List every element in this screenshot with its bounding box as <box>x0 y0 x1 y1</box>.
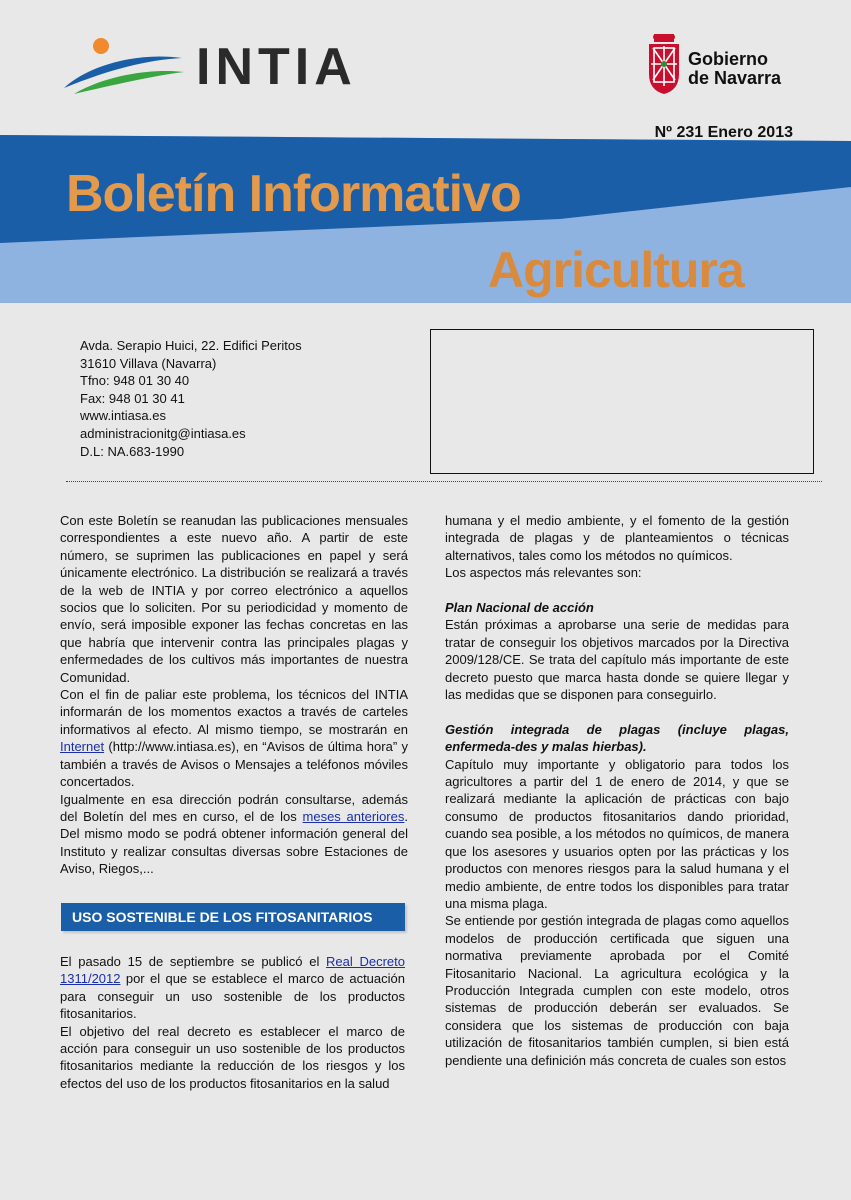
banner-subtitle: Agricultura <box>488 242 744 298</box>
banner-title: Boletín Informativo <box>66 165 521 223</box>
legal-deposit-line: D.L: NA.683-1990 <box>80 443 185 459</box>
paragraph: Están próximas a aprobarse una serie de medidas para tratar de conseguir los objetivos marcados por la Directiva 2009/128/CE. Se trata del capítulo más importante de este decreto puesto que marca hasta donde se quiere llegar y las medidas que se disponen para conseguirlo. <box>445 617 789 703</box>
gobierno-logo <box>646 34 806 96</box>
paragraph-text: por el que se establece el marco de actuación para conseguir un uso sostenible de los productos fitosanitarios. <box>60 971 405 1022</box>
navarra-shield-icon <box>646 34 682 96</box>
address-line: 31610 Villava (Navarra) <box>80 355 217 371</box>
section-title-bar: USO SOSTENIBLE DE LOS FITOSANITARIOS <box>61 903 405 931</box>
fax-line: Fax: 948 01 30 41 <box>80 390 185 406</box>
subheading: Plan Nacional de acción <box>445 600 594 616</box>
paragraph-text: (http://www.intiasa.es), en “Avisos de última hora” y también a través de Avisos o Mensajes a teléfonos móviles concertados. <box>60 739 408 790</box>
right-column <box>445 512 789 1069</box>
paragraph-text: . Del mismo modo se podrá obtener información general del Instituto y realizar consultas diversas sobre Estaciones de Aviso, Riegos,... <box>60 808 408 877</box>
left-column-lower <box>60 953 405 1092</box>
paragraph: Se entiende por gestión integrada de plagas como aquellos modelos de producción certificada que siguen una normativa previamente aprobada por el Comité Fitosanitario Nacional. La agricultura ecológica y la Producción Integrada cumplen con este modelo, otros sistemas de producción deberán ser evaluados. Se considera que los sistemas de producción con baja utilización de fitosanitarios también cumplen, si bien está pendiente una definición más concreta de cuales son estos <box>445 913 789 1068</box>
paragraph <box>60 953 405 1023</box>
paragraph-text: El pasado 15 de septiembre se publicó el <box>60 954 327 969</box>
intia-wordmark: INTIA <box>196 38 357 96</box>
email-line: administracionitg@intiasa.es <box>80 425 246 441</box>
paragraph-text: Igualmente en esa dirección podrán consultarse, además del Boletín del mes en curso, el de los <box>60 791 408 824</box>
issue-number: Nº 231 Enero 2013 <box>654 124 793 141</box>
address-label-box <box>430 329 814 474</box>
paragraph: humana y el medio ambiente, y el fomento de la gestión integrada de plagas y de planteamientos o técnicas alternativos, tales como los métodos no químicos. <box>445 513 789 563</box>
real-decreto-link[interactable]: Real Decreto 1311/2012 <box>60 954 405 987</box>
dotted-divider <box>66 481 822 482</box>
previous-months-link[interactable]: meses anteriores <box>302 808 405 824</box>
website-line: www.intiasa.es <box>80 408 166 424</box>
paragraph-text: Con el fin de paliar este problema, los técnicos del INTIA informarán de los momentos exactos a través de carteles informativos al efecto. Al mismo tiempo, se mostrarán en <box>60 687 408 737</box>
address-line: Avda. Serapio Huici, 22. Edifici Peritos <box>80 338 302 353</box>
gobierno-text <box>688 50 781 88</box>
phone-line: Tfno: 948 01 30 40 <box>80 373 190 389</box>
paragraph: Los aspectos más relevantes son: <box>445 565 642 581</box>
subheading: Gestión integrada de plagas (incluye plagas, enfermeda-des y malas hierbas). <box>445 721 789 755</box>
gobierno-line1: Gobierno <box>688 49 768 69</box>
intia-logo <box>60 36 420 98</box>
paragraph <box>60 686 408 790</box>
paragraph: Capítulo muy importante y obligatorio para todos los agricultores a partir del 1 de enero de 2014, y que se realizará mediante la aplicación de prácticas con bajo consumo de productos fitosanitarios dando prioridad, cuando sea posible, a los métodos no químicos, de manera que los asesores y usuarios opten por las prácticas y los productos con menores riesgos para la salud humana y el medio ambiente, de entre todos los disponibles para tratar una misma plaga. <box>445 756 789 911</box>
gobierno-line2: de Navarra <box>688 68 782 88</box>
paragraph: El objetivo del real decreto es establecer el marco de acción para conseguir un uso sostenible de los productos fitosanitarios mediante la reducción de los riesgos y los efectos del uso de los productos fitosanitarios en la salud <box>60 1023 405 1091</box>
intia-swoosh-icon <box>60 36 190 98</box>
paragraph: Con este Boletín se reanudan las publicaciones mensuales correspondientes a este nuevo año. A partir de este número, se suprimen las publicaciones en papel y será únicamente electrónico. La distribución se realizará a través de la web de INTIA y por correo electrónico a aquellos socios que lo soliciten. Por su periodicidad y momento de envío, será imposible exponer las fechas concretas en las que habría que intervenir contra las principales plagas y enfermedades de los cultivos más importantes de nuestra Comunidad. <box>60 513 408 685</box>
internet-link[interactable]: Internet <box>60 739 105 755</box>
paragraph <box>60 791 408 878</box>
address-block <box>80 337 302 460</box>
left-column <box>60 512 408 878</box>
